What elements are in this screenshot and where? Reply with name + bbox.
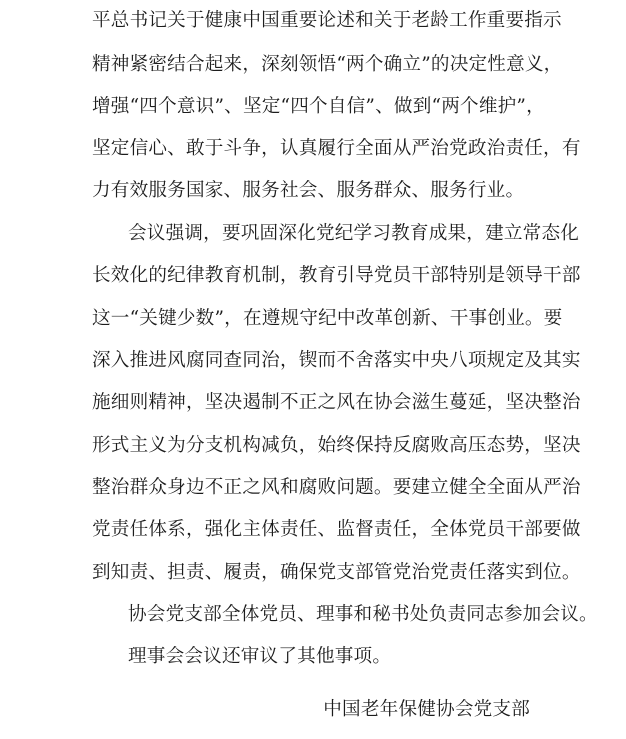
paragraph-line: 深入推进风腐同查同治，锲而不舍落实中央八项规定及其实 [92, 350, 581, 371]
paragraph-line: 精神紧密结合起来，深刻领悟“两个确立”的决定性意义， [92, 54, 563, 75]
paragraph-line: 会议强调，要巩固深化党纪学习教育成果，建立常态化 [128, 223, 580, 244]
paragraph-line: 这一“关键少数”，在遵规守纪中改革创新、干事创业。要 [92, 308, 563, 329]
paragraph-line: 整治群众身边不正之风和腐败问题。要建立健全全面从严治 [92, 477, 581, 498]
paragraph-line: 坚定信心、敢于斗争，认真履行全面从严治党政治责任，有 [92, 138, 581, 159]
paragraph-line: 平总书记关于健康中国重要论述和关于老龄工作重要指示 [92, 10, 562, 31]
paragraph-line: 理事会会议还审议了其他事项。 [128, 646, 392, 667]
paragraph-line: 长效化的纪律教育机制，教育引导党员干部特别是领导干部 [92, 265, 581, 286]
paragraph-line: 协会党支部全体党员、理事和秘书处负责同志参加会议。 [128, 604, 598, 625]
paragraph-line: 形式主义为分支机构减负，始终保持反腐败高压态势，坚决 [92, 435, 581, 456]
paragraph-line: 到知责、担责、履责，确保党支部管党治党责任落实到位。 [92, 562, 581, 583]
paragraph-line: 力有效服务国家、服务社会、服务群众、服务行业。 [92, 180, 525, 201]
paragraph-line: 施细则精神，坚决遏制不正之风在协会滋生蔓延，坚决整治 [92, 392, 581, 413]
paragraph-line: 党责任体系，强化主体责任、监督责任，全体党员干部要做 [92, 519, 581, 540]
signature: 中国老年保健协会党支部 [323, 699, 530, 720]
paragraph-line: 增强“四个意识”、坚定“四个自信”、做到“两个维护”， [92, 96, 545, 117]
